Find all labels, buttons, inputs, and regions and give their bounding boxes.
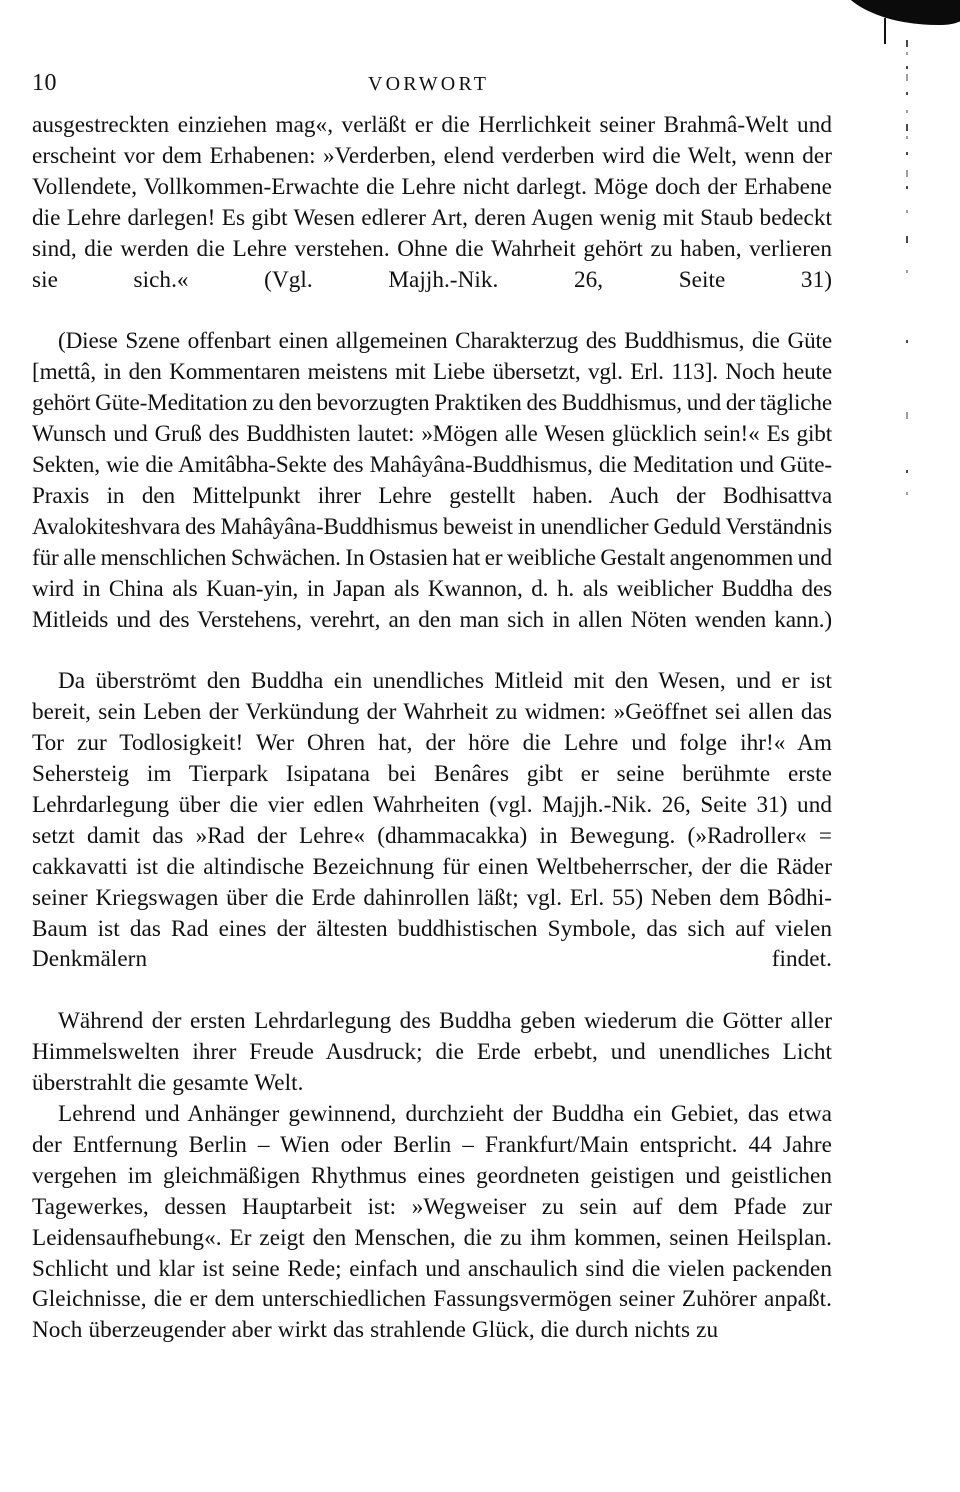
paragraph: Während der ersten Lehrdarlegung des Buddha geben wiederum die Götter aller Himmelswelten ihrer Freude Ausdruck; die Erde erbebt, und unendliches Licht überstrahlt die gesamte Welt. <box>32 1008 832 1097</box>
running-head-title: VORWORT <box>368 73 490 95</box>
scan-edge-speck-artifacts <box>906 40 912 520</box>
paragraph: Da überströmt den Buddha ein unendliches Mitleid mit den Wesen, und er ist bereit, sein Leben der Verkündung der Wahrheit zu widmen: »Geöffnet sei allen das Tor zur Todlosigkeit! Wer Ohren hat, der höre die Lehre und folge ihr!« Am Sehersteig im Tierpark Isipatana bei Benâres gibt er seine berühmte erste Lehrdarlegung über die vier edlen Wahrheiten (vgl. Majjh.-Nik. 26, Seite 31) und setzt damit das »Rad der Lehre« (dhammacakka) in Bewegung. (»Radroller« = cakkavatti ist die altindische Bezeichnung für einen Weltbeherrscher, der die Räder seiner Kriegswagen über die Erde dahinrollen läßt; vgl. Erl. 55) Neben dem Bôdhi-Baum ist das Rad eines der ältesten buddhistischen Symbole, das sich auf vielen Denkmälern findet. <box>32 668 832 973</box>
page-number: 10 <box>32 70 57 96</box>
paragraph: (Diese Szene offenbart einen allgemeinen Charakterzug des Buddhismus, die Güte [mettâ, in den Kommentaren meistens mit Liebe übersetzt, vgl. Erl. 113]. Noch heute gehört Güte-Meditation zu den bevorzugten Praktiken des Buddhismus, und der tägliche Wunsch und Gruß des Buddhisten lautet: »Mögen alle Wesen glücklich sein!« Es gibt Sekten, wie die Amitâbha-Sekte des Mahâyâna-Buddhismus, die Meditation und Güte-Praxis in den Mittelpunkt ihrer Lehre gestellt haben. Auch der Bodhisattva Avalokiteshvara des Mahâyâna-Buddhismus beweist in unendlicher Geduld Verständnis für alle menschlichen Schwächen. In Ostasien hat er weibliche Gestalt angenommen und wird in China als Kuan-yin, in Japan als Kwannon, d. h. als weiblicher Buddha des Mitleids und des Verstehens, verehrt, an den man sich in allen Nöten wenden kann.) <box>32 328 832 633</box>
scan-corner-tail-artifact <box>884 18 886 44</box>
running-head <box>32 68 832 98</box>
scan-corner-shadow-artifact <box>835 0 960 29</box>
paragraph: ausgestreckten einziehen mag«, verläßt er die Herrlichkeit seiner Brahmâ-Welt und erscheint vor dem Erhabenen: »Verderben, elend verderben wird die Welt, wenn der Vollendete, Vollkommen-Erwachte die Lehre nicht darlegt. Möge doch der Erhabene die Lehre darlegen! Es gibt Wesen edlerer Art, deren Augen wenig mit Staub bedeckt sind, die werden die Lehre verstehen. Ohne die Wahrheit gehört zu haben, verlieren sie sich.« (Vgl. Majjh.-Nik. 26, Seite 31) <box>32 112 832 293</box>
body-text-block <box>32 110 832 1346</box>
paragraph: Lehrend und Anhänger gewinnend, durchzieht der Buddha ein Gebiet, das etwa der Entfernung Berlin – Wien oder Berlin – Frankfurt/Main entspricht. 44 Jahre vergehen im gleichmäßigen Rhythmus eines geordneten geistigen und geistlichen Tagewerkes, dessen Hauptarbeit ist: »Wegweiser zu sein auf dem Pfade zur Leidensaufhebung«. Er zeigt den Menschen, die zu ihm kommen, seinen Heilsplan. Schlicht und klar ist seine Rede; einfach und anschaulich sind die vielen packenden Gleichnisse, die er dem unterschiedlichen Fassungsvermögen seiner Zuhörer anpaßt. Noch überzeugender aber wirkt das strahlende Glück, die durch nichts zu <box>32 1101 832 1344</box>
